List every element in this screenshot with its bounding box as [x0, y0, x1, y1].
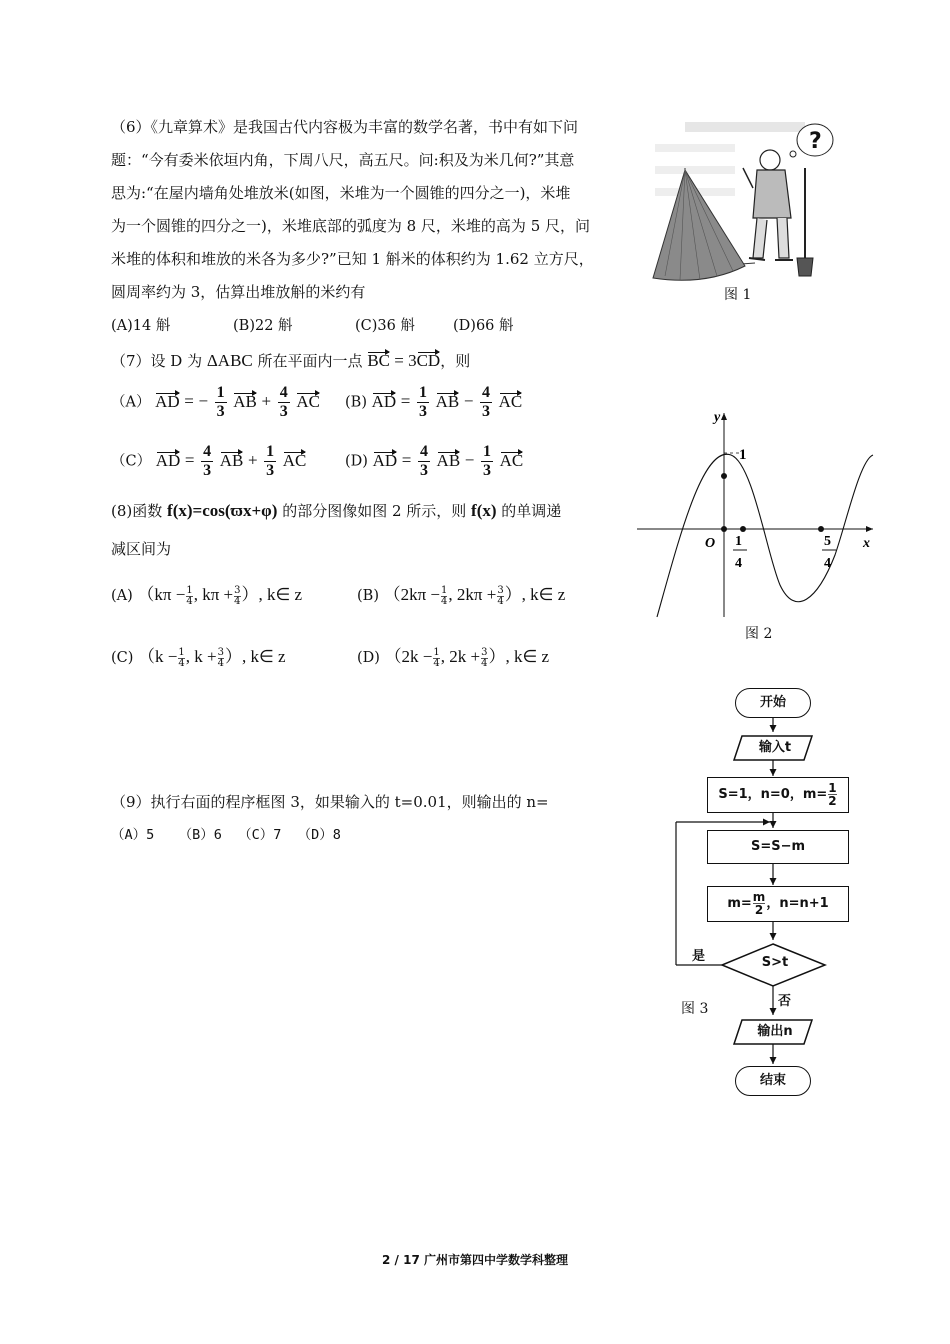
minus-sign: − [198, 391, 209, 411]
figure-2-graph [635, 405, 880, 630]
origin-label: O [705, 536, 716, 551]
flowchart-yes-label: 是 [692, 949, 706, 964]
q7-option-b [345, 384, 522, 421]
q8-stem-suffix: 的单调递 [496, 502, 562, 520]
step2-prefix: m= [727, 896, 752, 911]
minus-sign: − [464, 450, 475, 470]
q7-option-a-label: （A） [111, 394, 151, 411]
interval-mid: , k + [185, 647, 217, 666]
cosine-curve [657, 454, 873, 617]
q8-option-a-label: (A) [111, 588, 133, 604]
q7-stem-prefix: （7）设 D 为 [111, 352, 207, 370]
q8-option-a [111, 580, 302, 607]
y-axis-label: y [714, 410, 721, 425]
flowchart-step-subtract: S=S−m [707, 830, 849, 864]
fraction: $\frac{1}{3}$ [418, 384, 427, 420]
equals-sign: = [401, 450, 412, 470]
fraction: $\frac{3}{4}$ [217, 646, 224, 669]
figure-2-label: 图 2 [745, 626, 773, 642]
fraction: $\frac{1}{4}$ [433, 646, 440, 669]
figure-1-illustration [645, 108, 835, 288]
q6-line-5: 米堆的体积和堆放的米各为多少?”已知 1 斛米的体积约为 1.62 立方尺， [111, 250, 594, 268]
fraction: $\frac{1}{3}$ [216, 384, 225, 420]
flowchart-init [707, 777, 849, 813]
step2-suffix: ，n=n+1 [766, 896, 829, 911]
plus-sign: + [261, 391, 272, 411]
x-axis-arrow [866, 526, 873, 532]
interval-close: ）, k∈ z [488, 647, 550, 666]
vector-ab: AB [436, 450, 461, 470]
fraction: $\frac{1}{3}$ [266, 443, 275, 479]
fraction: $\frac{1}{4}$ [186, 584, 193, 607]
fraction: $\frac{1}{4}$ [178, 646, 185, 669]
q7-vector-bc: BC [367, 351, 390, 370]
fraction: $\frac{3}{4}$ [234, 584, 241, 607]
vector-ab: AB [233, 391, 257, 411]
q7-stem-suffix: ，则 [440, 352, 471, 370]
q6-line-2: 题：“今有委米依垣内角，下周八尺，高五尺。问:积及为米几何?”其意 [111, 151, 575, 169]
fraction: $\frac{1}{3}$ [482, 443, 491, 479]
q6-option-b: (B)22 斛 [233, 318, 293, 334]
interval-mid: , kπ + [193, 585, 234, 604]
interval-open: （2k − [384, 647, 433, 666]
interval-close: ）, k∈ z [504, 585, 566, 604]
vector-ad: AD [155, 450, 181, 470]
interval-close: ）, k∈ z [241, 585, 303, 604]
q6-line-4: 为一个圆锥的四分之一)，米堆底部的弧度为 8 尺，米堆的高为 5 尺，问 [111, 217, 591, 235]
fraction: $\frac{4}{3}$ [279, 384, 288, 420]
interval-open: （kπ − [137, 585, 186, 604]
equals-sign: = [400, 391, 411, 411]
q6-line-1: （6）《九章算术》是我国古代内容极为丰富的数学名著，书中有如下问 [111, 118, 579, 136]
equals-sign: = [184, 450, 195, 470]
flowchart-start: 开始 [735, 688, 811, 718]
q7-triangle: ΔABC [206, 351, 253, 370]
vector-ad: AD [155, 391, 180, 411]
q7-eq: = 3 [390, 351, 417, 370]
q8-option-d [357, 642, 549, 669]
figure-1-label: 图 1 [724, 287, 752, 303]
vector-ac: AC [296, 391, 320, 411]
interval-close: ）, k∈ z [224, 647, 286, 666]
flowchart-decision: S>t [761, 955, 789, 970]
q7-option-a [111, 384, 320, 421]
q8-option-c-label: (C) [111, 650, 134, 666]
q6-line-6: 圆周率约为 3，估算出堆放斛的米约有 [111, 283, 366, 301]
fraction: $\frac{4}{3}$ [482, 384, 491, 420]
vector-ab: AB [219, 450, 244, 470]
init-fraction: $\frac{1}{2}$ [828, 781, 837, 808]
q6-option-a: (A)14 斛 [111, 318, 171, 334]
vector-ac: AC [498, 391, 523, 411]
q7-option-d-label: (D) [345, 453, 368, 470]
q8-function: f(x)=cos(ϖx+φ) [167, 501, 278, 520]
page-footer: 2 / 17 广州市第四中学数学科整理 [382, 1253, 568, 1267]
q7-option-b-label: (B) [345, 394, 367, 411]
x-tick-1-num: 1 [735, 534, 742, 549]
fraction: $\frac{4}{3}$ [203, 443, 212, 479]
q7-stem-mid: 所在平面内一点 [252, 352, 368, 370]
interval-open: （k − [138, 647, 178, 666]
q6-line-3: 思为:“在屋内墙角处堆放米(如图，米堆为一个圆锥的四分之一)，米堆 [111, 184, 571, 202]
y-intercept-point [721, 473, 727, 479]
vector-ac: AC [282, 450, 307, 470]
origin-point [721, 526, 727, 532]
flowchart-no-label: 否 [778, 994, 792, 1009]
flowchart-step-update [707, 886, 849, 922]
q7-option-c-label: （C） [111, 453, 152, 470]
q8-stem-mid: 的部分图像如图 2 所示，则 [277, 502, 472, 520]
flowchart-end: 结束 [735, 1066, 811, 1096]
flowchart-output: 输出n [757, 1024, 793, 1039]
fraction: $\frac{3}{4}$ [481, 646, 488, 669]
y-axis-arrow [721, 413, 727, 420]
q6-option-c: (C)36 斛 [355, 318, 415, 334]
minus-sign: − [463, 391, 474, 411]
vector-ad: AD [371, 391, 397, 411]
fraction: $\frac{3}{4}$ [497, 584, 504, 607]
x-axis-label: x [863, 536, 870, 551]
y-tick-label: 1 [739, 447, 747, 463]
q8-option-b-label: (B) [357, 588, 379, 604]
plus-sign: + [247, 450, 258, 470]
interval-mid: , 2k + [440, 647, 481, 666]
q8-option-c [111, 642, 286, 669]
svg-text:?: ? [809, 129, 822, 154]
x-tick-1-den: 4 [735, 556, 742, 571]
vector-ac: AC [499, 450, 524, 470]
q8-stem-prefix: (8)函数 [111, 502, 168, 520]
q8-option-d-label: (D) [357, 650, 380, 666]
figure-3-label: 图 3 [681, 1001, 709, 1017]
flowchart-input: 输入t [758, 740, 792, 755]
q9-options: （A）5 （B）6 （C）7 （D）8 [111, 827, 341, 843]
equals-sign: = [184, 391, 194, 411]
q7-option-c [111, 443, 306, 480]
fraction: $\frac{1}{4}$ [441, 584, 448, 607]
q7-stem [111, 350, 470, 371]
q6-option-d: (D)66 斛 [453, 318, 514, 334]
root-point-1 [740, 526, 746, 532]
step2-fraction: $\frac{m}{2}$ [752, 890, 766, 917]
interval-open: （2kπ − [383, 585, 441, 604]
fraction: $\frac{4}{3}$ [419, 443, 428, 479]
vector-ab: AB [435, 391, 460, 411]
vector-ad: AD [372, 450, 398, 470]
q8-stem [111, 500, 561, 521]
interval-mid: , 2kπ + [448, 585, 497, 604]
q8-option-b [357, 580, 565, 607]
root-point-2 [818, 526, 824, 532]
q8-fx: f(x) [471, 501, 497, 520]
x-tick-2-num: 5 [824, 534, 831, 549]
q7-option-d [345, 443, 523, 480]
x-tick-2-den: 4 [824, 556, 831, 571]
init-text: S=1，n=0，m= [718, 787, 828, 802]
q8-stem-line-2: 减区间为 [111, 540, 172, 558]
q7-vector-cd: CD [416, 351, 441, 370]
q9-stem: （9）执行右面的程序框图 3，如果输入的 t=0.01，则输出的 n= [111, 793, 549, 811]
